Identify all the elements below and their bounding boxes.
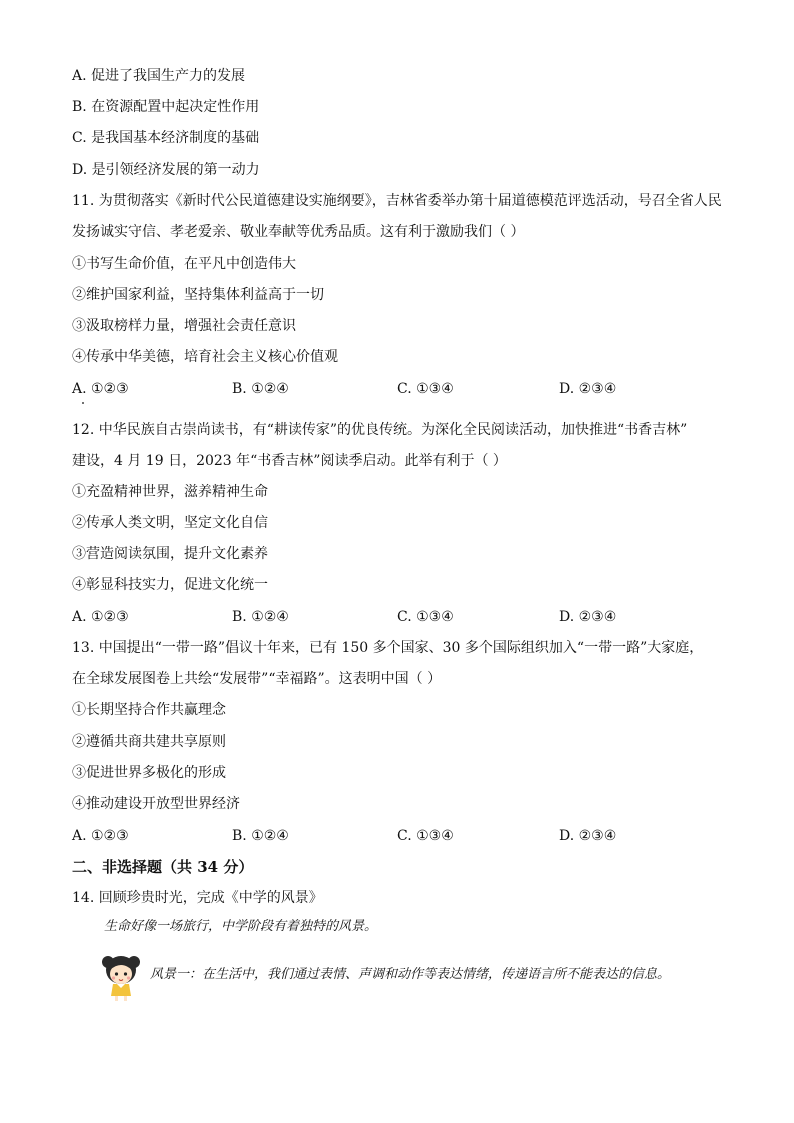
- q11-stem-line1: 11. 为贯彻落实《新时代公民道德建设实施纲要》，吉林省委举办第十届道德模范评选活动，号召全省人民: [72, 193, 722, 209]
- q11-options: [72, 379, 732, 399]
- q10-option-d: D. 是引领经济发展的第一动力: [72, 162, 260, 178]
- q13-option-b: B. ①②④: [232, 828, 289, 844]
- q12-item-4: ④彰显科技实力，促进文化统一: [72, 577, 268, 593]
- q12-option-d: D. ②③④: [559, 609, 617, 625]
- q12-stem-line1: 12. 中华民族自古崇尚读书，有“耕读传家”的优良传统。为深化全民阅读活动，加快推进“书香吉林”: [72, 422, 688, 438]
- q12-item-2: ②传承人类文明，坚定文化自信: [72, 515, 268, 531]
- q11-option-d: D. ②③④: [559, 381, 617, 397]
- q14-scene1: 风景一：在生活中，我们通过表情、声调和动作等表达情绪，传递语言所不能表达的信息。: [150, 967, 671, 982]
- q10-option-b: B. 在资源配置中起决定性作用: [72, 99, 260, 115]
- q14-intro: 生命好像一场旅行，中学阶段有着独特的风景。: [104, 919, 378, 934]
- q14-stem: 14. 回顾珍贵时光，完成《中学的风景》: [72, 890, 323, 906]
- girl-illustration-icon: [100, 952, 142, 1002]
- q13-stem-line2: 在全球发展图卷上共绘“发展带”“幸福路”。这表明中国（ ）: [72, 671, 442, 687]
- q12-item-3: ③营造阅读氛围，提升文化素养: [72, 546, 268, 562]
- q13-option-d: D. ②③④: [559, 828, 617, 844]
- q11-item-4: ④传承中华美德，培育社会主义核心价值观: [72, 349, 338, 365]
- q11-item-2: ②维护国家利益，坚持集体利益高于一切: [72, 287, 324, 303]
- q12-item-1: ①充盈精神世界，滋养精神生命: [72, 484, 268, 500]
- q10-option-a: A. 促进了我国生产力的发展: [72, 68, 246, 84]
- q12-options: [72, 607, 732, 627]
- q13-item-3: ③促进世界多极化的形成: [72, 765, 226, 781]
- q12-stem-line2: 建设，4 月 19 日，2023 年“书香吉林”阅读季启动。此举有利于（ ）: [72, 453, 507, 469]
- q13-item-4: ④推动建设开放型世界经济: [72, 796, 240, 812]
- q10-option-c: C. 是我国基本经济制度的基础: [72, 130, 260, 146]
- q13-options: [72, 826, 732, 846]
- q11-option-c: C. ①③④: [397, 381, 454, 397]
- q11-stem-line2: 发扬诚实守信、孝老爱亲、敬业奉献等优秀品质。这有利于激励我们（ ）: [72, 224, 525, 240]
- q11-item-1: ①书写生命价值，在平凡中创造伟大: [72, 256, 296, 272]
- stray-mark: [82, 402, 84, 404]
- q12-option-c: C. ①③④: [397, 609, 454, 625]
- section-title: 二、非选择题（共 34 分）: [72, 858, 254, 876]
- q11-item-3: ③汲取榜样力量，增强社会责任意识: [72, 318, 296, 334]
- q13-item-1: ①长期坚持合作共赢理念: [72, 702, 226, 718]
- q13-option-c: C. ①③④: [397, 828, 454, 844]
- q11-option-a: A. ①②③: [72, 381, 129, 397]
- q11-option-b: B. ①②④: [232, 381, 289, 397]
- q12-option-a: A. ①②③: [72, 609, 129, 625]
- q13-stem-line1: 13. 中国提出“一带一路”倡议十年来，已有 150 多个国家、30 多个国际组织加入“一带一路”大家庭，: [72, 640, 704, 656]
- q13-item-2: ②遵循共商共建共享原则: [72, 734, 226, 750]
- q13-option-a: A. ①②③: [72, 828, 129, 844]
- q12-option-b: B. ①②④: [232, 609, 289, 625]
